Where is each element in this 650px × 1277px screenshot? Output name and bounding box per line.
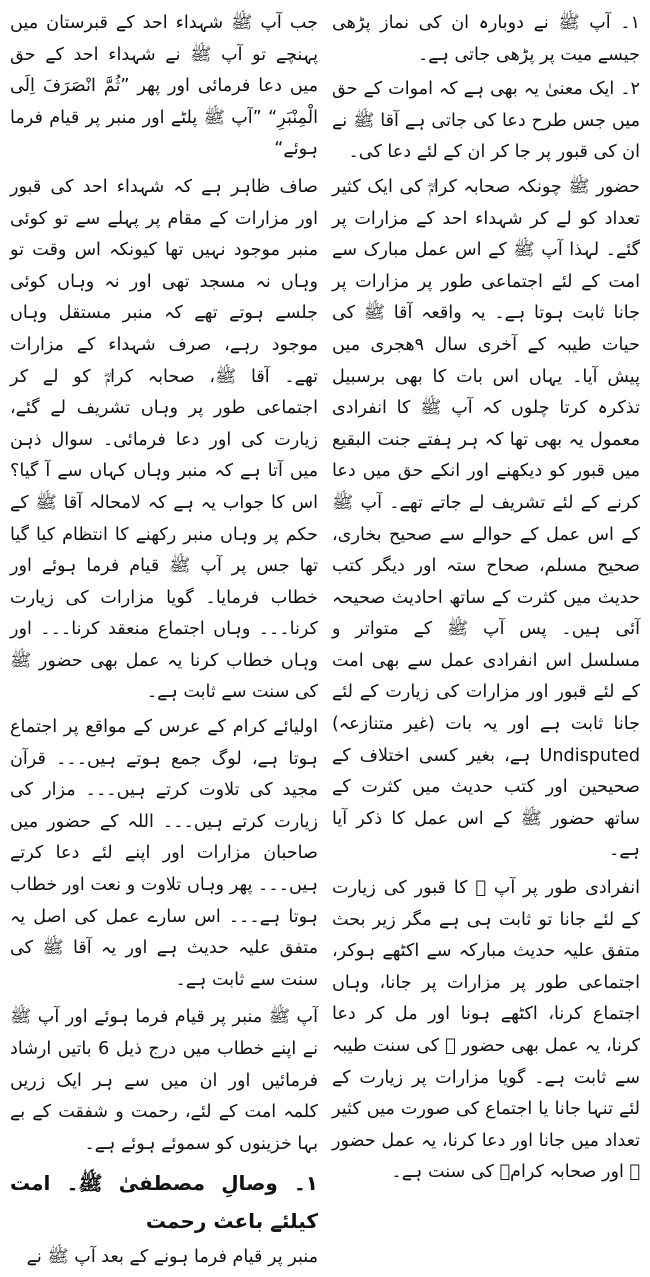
paragraph-point-1: ۱۔ آپ ﷺ نے دوبارہ ان کی نماز پڑھی جیسے میت پر پڑھی جاتی ہے۔	[332, 13, 640, 65]
section-heading: ۱۔ وصالِ مصطفیٰ ﷺ۔ امت کیلئے باعث رحمت	[10, 1171, 318, 1234]
paragraph-uhud-visit: جب آپ ﷺ شہداء احد کے قبرستان میں پہنچے تو آپ ﷺ نے شہداء احد کے حق میں دعا فرمائی اور پھر ”ثُمَّ انْصَرَفَ اِلَی الْمِنْبَرِ“ ”آپ ﷺ پلٹے اور منبر پر قیام فرما ہوئے“	[10, 13, 318, 160]
left-column	[10, 8, 318, 1277]
paragraph-minbar-explanation: صاف ظاہر ہے کہ شہداء احد کی قبور اور مزارات کے مقام پر پہلے سے تو کوئی منبر موجود نہیں تھا کیونکہ اس وقت تو وہاں نہ مسجد تھی اور نہ وہاں کوئی جلسے ہوتے تھے کہ منبر مستقل وہاں موجود رہے، صرف شہداء کے مزارات تھے۔ آقا ﷺ، صحابہ کرامؓ کو لے کر اجتماعی طور پر وہاں تشریف لے گئے، زیارت کی اور دعا فرمائی۔ سوال ذہن میں آتا ہے کہ منبر وہاں کہاں سے آ گیا؟ اس کا جواب یہ ہے کہ لامحالہ آقا ﷺ کے حکم پر وہاں منبر رکھنے کا انتظام کیا گیا تھا جس پر آپ ﷺ قیام فرما ہوئے اور خطاب فرمایا۔ گویا مزارات کی زیارت کرنا۔۔۔ وہاں اجتماع منعقد کرنا۔۔۔ اور وہاں خطاب کرنا یہ عمل بھی حضور ﷺ کی سنت سے ثابت ہے۔	[10, 176, 318, 703]
paragraph-urs-gatherings: اولیائے کرام کے عرس کے مواقع پر اجتماع ہوتا ہے، لوگ جمع ہوتے ہیں۔۔۔ قرآن مجید کی تلاوت کرتے ہیں۔۔۔ مزار کی زیارت کرتے ہیں۔۔۔ اللہ کے حضور میں صاحبان مزارات اور اپنے لئے دعا کرتے ہیں۔۔۔ پھر وہاں تلاوت و نعت اور خطاب ہوتا ہے۔۔۔ اس سارے عمل کی اصل یہ متفق علیہ حدیث ہے اور یہ آقا ﷺ کی سنت سے ثابت ہے۔	[10, 717, 318, 990]
paragraph-individual-visit: انفرادی طور پر آپ ﷺ کا قبور کی زیارت کے لئے جانا تو ثابت ہی ہے مگر زیر بحث متفق علیہ حدیث مبارکہ سے اکٹھے ہوکر، اجتماعی طور پر مزارات پر جانا، وہاں اجتماع کرنا، اکٹھے ہونا اور مل کر دعا کرنا، یہ عمل بھی حضور ﷺ کی سنت طیبہ سے ثابت ہے۔ گویا مزارات پر زیارت کے لئے تنہا جانا یا اجتماع کی صورت میں کثیر تعداد میں جانا اور دعا کرنا، یہ عمل حضور ﷺ اور صحابہ کرامؓ کی سنت ہے۔	[332, 878, 640, 1183]
paragraph-six-points: آپ ﷺ منبر پر قیام فرما ہوئے اور آپ ﷺ نے اپنے خطاب میں درج ذیل 6 باتیں ارشاد فرمائیں اور ان میں سے ہر ایک زریں کلمہ امت کے لئے، رحمت و شفقت کے بے بہا خزینوں کو سموئے ہوئے ہے۔	[10, 1007, 318, 1154]
paragraph-closing-line: منبر پر قیام فرما ہونے کے بعد آپ ﷺ نے	[26, 1247, 318, 1268]
right-column	[332, 8, 640, 1192]
paragraph-point-2: ۲۔ ایک معنیٰ یہ بھی ہے کہ اموات کے حق میں جس طرح دعا کی جاتی ہے آقا ﷺ نے ان کی قبور پر جا کر ان کے لئے دعا کی۔	[332, 79, 640, 163]
paragraph-collective-visit: حضور ﷺ چونکہ صحابہ کرامؓ کی ایک کثیر تعداد کو لے کر شہداء احد کے مزارات پر گئے۔ لہذا آپ ﷺ کے اس عمل مبارک سے امت کے لئے اجتماعی طور پر مزارات پر جانا ثابت ہوتا ہے۔ یہ واقعہ آقا ﷺ کی حیات طیبہ کے آخری سال ۹ھجری میں پیش آیا۔ یہاں اس بات کا بھی برسبیل تذکرہ کرتا چلوں کہ آپ ﷺ کا انفرادی معمول یہ بھی تھا کہ ہر ہفتے جنت البقیع میں قبور کو دیکھنے اور انکے حق میں دعا کرنے کے لئے تشریف لے جاتے تھے۔ آپ ﷺ کے اس عمل کے حوالے سے صحیح بخاری، صحیح مسلم، صحاح ستہ اور دیگر کتب حدیث میں کثرت کے ساتھ احادیث صحیحہ آئی ہیں۔ پس آپ ﷺ کے متواتر و مسلسل اس انفرادی عمل سے بھی امت کے لئے قبور اور مزارات کی زیارت کے لئے جانا ثابت ہے اور یہ بات (غیر متنازعہ) Undisputed ہے، بغیر کسی اختلاف کے صحیحین اور کتب حدیث میں کثرت کے ساتھ حضور ﷺ کے اس عمل کا ذکر آیا ہے۔	[332, 176, 640, 861]
